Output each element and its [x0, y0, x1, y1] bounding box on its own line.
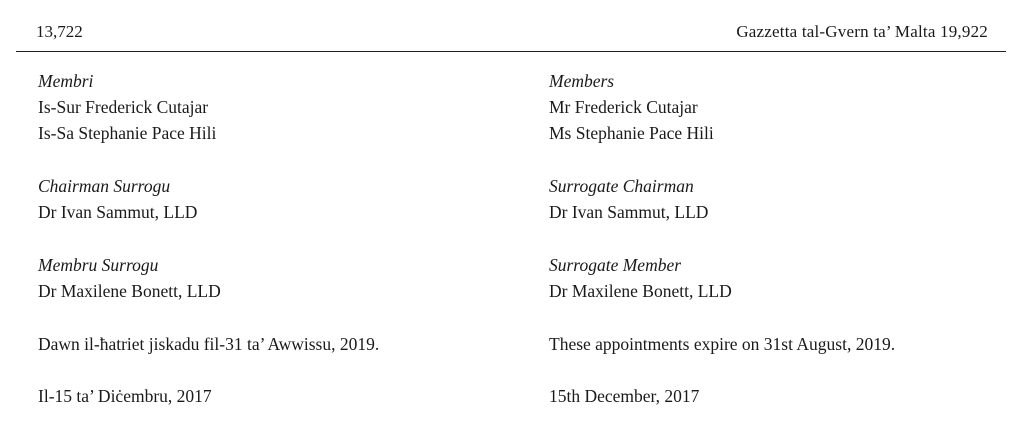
- surrogate-chairman-mt: Dr Ivan Sammut, LLD: [38, 202, 198, 222]
- header-rule: [16, 51, 1006, 52]
- surrogate-member-en: Dr Maxilene Bonett, LLD: [549, 281, 732, 301]
- expiry-notice-en: These appointments expire on 31st August, 2019.: [549, 334, 896, 354]
- expiry-notice-mt: Dawn il-ħatriet jiskadu fil-31 ta’ Awwissu, 2019.: [38, 334, 380, 354]
- members-heading-mt: Membri: [38, 71, 94, 91]
- page-header: [36, 22, 988, 46]
- member-2-mt: Is-Sa Stephanie Pace Hili: [38, 123, 217, 143]
- notice-date-mt: Il-15 ta’ Diċembru, 2017: [38, 386, 212, 406]
- notice-date-en: 15th December, 2017: [549, 386, 700, 406]
- member-2-en: Ms Stephanie Pace Hili: [549, 123, 714, 143]
- surrogate-member-heading-mt: Membru Surrogu: [38, 255, 159, 275]
- page-number: 13,722: [36, 22, 83, 41]
- member-1-en: Mr Frederick Cutajar: [549, 97, 698, 117]
- surrogate-chairman-en: Dr Ivan Sammut, LLD: [549, 202, 709, 222]
- publication-title: Gazzetta tal-Gvern ta’ Malta 19,922: [736, 22, 988, 41]
- surrogate-member-mt: Dr Maxilene Bonett, LLD: [38, 281, 221, 301]
- surrogate-member-heading-en: Surrogate Member: [549, 255, 682, 275]
- member-1-mt: Is-Sur Frederick Cutajar: [38, 97, 209, 117]
- surrogate-chairman-heading-en: Surrogate Chairman: [549, 176, 694, 196]
- members-heading-en: Members: [549, 71, 615, 91]
- surrogate-chairman-heading-mt: Chairman Surrogu: [38, 176, 171, 196]
